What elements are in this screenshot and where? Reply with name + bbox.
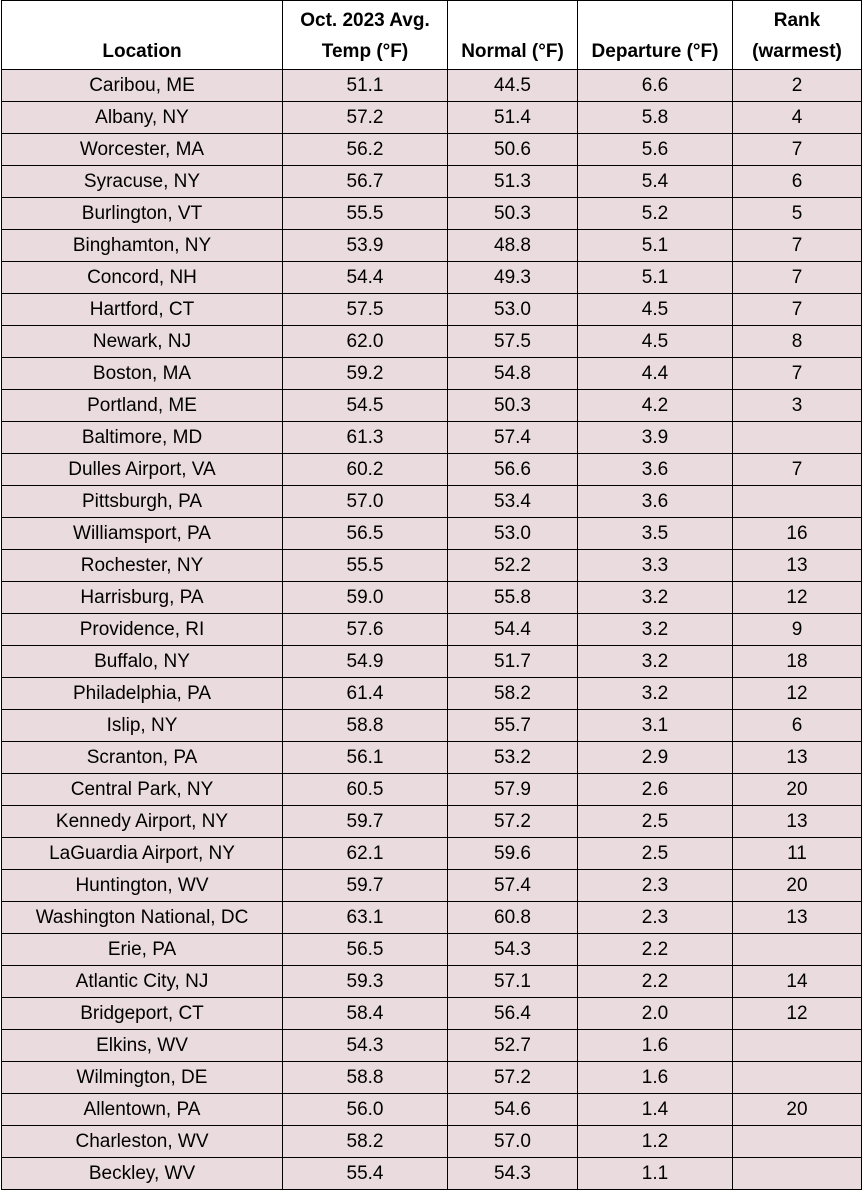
avg-temp-cell: 62.0 bbox=[283, 326, 448, 358]
table-row bbox=[2, 134, 862, 166]
departure-cell: 5.2 bbox=[578, 198, 733, 230]
rank-cell: 2 bbox=[733, 70, 862, 102]
departure-cell: 2.0 bbox=[578, 998, 733, 1030]
table-row bbox=[2, 518, 862, 550]
table-row bbox=[2, 1062, 862, 1094]
location-cell: Harrisburg, PA bbox=[2, 582, 283, 614]
departure-cell: 5.6 bbox=[578, 134, 733, 166]
rank-cell: 8 bbox=[733, 326, 862, 358]
avg-temp-cell: 60.5 bbox=[283, 774, 448, 806]
avg-temp-cell: 59.7 bbox=[283, 870, 448, 902]
rank-cell: 9 bbox=[733, 614, 862, 646]
rank-cell: 20 bbox=[733, 774, 862, 806]
departure-cell: 2.3 bbox=[578, 870, 733, 902]
table-row bbox=[2, 966, 862, 998]
avg-temp-cell: 61.3 bbox=[283, 422, 448, 454]
avg-temp-cell: 62.1 bbox=[283, 838, 448, 870]
location-cell: Baltimore, MD bbox=[2, 422, 283, 454]
rank-cell: 7 bbox=[733, 358, 862, 390]
location-cell: Caribou, ME bbox=[2, 70, 283, 102]
normal-cell: 54.6 bbox=[448, 1094, 578, 1126]
avg-temp-cell: 61.4 bbox=[283, 678, 448, 710]
rank-cell: 7 bbox=[733, 134, 862, 166]
normal-cell: 57.2 bbox=[448, 806, 578, 838]
avg-temp-cell: 56.1 bbox=[283, 742, 448, 774]
location-cell: Atlantic City, NJ bbox=[2, 966, 283, 998]
avg-temp-cell: 56.7 bbox=[283, 166, 448, 198]
avg-temp-cell: 59.7 bbox=[283, 806, 448, 838]
avg-temp-cell: 53.9 bbox=[283, 230, 448, 262]
avg-temp-cell: 57.2 bbox=[283, 102, 448, 134]
location-cell: LaGuardia Airport, NY bbox=[2, 838, 283, 870]
normal-cell: 53.0 bbox=[448, 294, 578, 326]
avg-temp-cell: 56.5 bbox=[283, 518, 448, 550]
header-rank-line2: (warmest) bbox=[752, 41, 842, 62]
table-row bbox=[2, 262, 862, 294]
rank-cell: 13 bbox=[733, 742, 862, 774]
avg-temp-cell: 63.1 bbox=[283, 902, 448, 934]
table-row bbox=[2, 1094, 862, 1126]
normal-cell: 57.4 bbox=[448, 870, 578, 902]
table-row bbox=[2, 102, 862, 134]
location-cell: Williamsport, PA bbox=[2, 518, 283, 550]
departure-cell: 5.8 bbox=[578, 102, 733, 134]
departure-cell: 1.1 bbox=[578, 1158, 733, 1190]
location-cell: Erie, PA bbox=[2, 934, 283, 966]
departure-cell: 3.9 bbox=[578, 422, 733, 454]
location-cell: Concord, NH bbox=[2, 262, 283, 294]
location-cell: Philadelphia, PA bbox=[2, 678, 283, 710]
normal-cell: 48.8 bbox=[448, 230, 578, 262]
departure-cell: 3.2 bbox=[578, 646, 733, 678]
departure-cell: 5.1 bbox=[578, 230, 733, 262]
table-row bbox=[2, 582, 862, 614]
location-cell: Syracuse, NY bbox=[2, 166, 283, 198]
location-cell: Portland, ME bbox=[2, 390, 283, 422]
table-row bbox=[2, 870, 862, 902]
rank-cell: 6 bbox=[733, 710, 862, 742]
normal-cell: 52.2 bbox=[448, 550, 578, 582]
rank-cell: 20 bbox=[733, 870, 862, 902]
avg-temp-cell: 56.5 bbox=[283, 934, 448, 966]
table-row bbox=[2, 294, 862, 326]
departure-cell: 2.5 bbox=[578, 806, 733, 838]
rank-cell: 7 bbox=[733, 230, 862, 262]
location-cell: Scranton, PA bbox=[2, 742, 283, 774]
rank-cell: 11 bbox=[733, 838, 862, 870]
rank-cell: 4 bbox=[733, 102, 862, 134]
avg-temp-cell: 54.4 bbox=[283, 262, 448, 294]
avg-temp-cell: 57.5 bbox=[283, 294, 448, 326]
normal-cell: 51.3 bbox=[448, 166, 578, 198]
location-cell: Kennedy Airport, NY bbox=[2, 806, 283, 838]
table-row bbox=[2, 998, 862, 1030]
table-row bbox=[2, 934, 862, 966]
departure-cell: 2.9 bbox=[578, 742, 733, 774]
table-row bbox=[2, 326, 862, 358]
departure-cell: 3.1 bbox=[578, 710, 733, 742]
normal-cell: 54.4 bbox=[448, 614, 578, 646]
table-row bbox=[2, 390, 862, 422]
normal-cell: 53.4 bbox=[448, 486, 578, 518]
header-rank-line1: Rank bbox=[773, 10, 821, 31]
header-avg-temp-line1: Oct. 2023 Avg. bbox=[300, 10, 430, 31]
table-header bbox=[2, 1, 862, 70]
normal-cell: 50.3 bbox=[448, 198, 578, 230]
rank-cell bbox=[733, 934, 862, 966]
avg-temp-cell: 58.4 bbox=[283, 998, 448, 1030]
rank-cell bbox=[733, 422, 862, 454]
header-departure bbox=[578, 1, 733, 70]
header-departure-line2: Departure (°F) bbox=[591, 41, 719, 62]
location-cell: Huntington, WV bbox=[2, 870, 283, 902]
avg-temp-cell: 60.2 bbox=[283, 454, 448, 486]
table-row bbox=[2, 422, 862, 454]
departure-cell: 3.5 bbox=[578, 518, 733, 550]
location-cell: Wilmington, DE bbox=[2, 1062, 283, 1094]
location-cell: Dulles Airport, VA bbox=[2, 454, 283, 486]
departure-cell: 2.2 bbox=[578, 966, 733, 998]
departure-cell: 3.6 bbox=[578, 454, 733, 486]
avg-temp-cell: 55.5 bbox=[283, 198, 448, 230]
table-row bbox=[2, 358, 862, 390]
table-row bbox=[2, 70, 862, 102]
header-location-line2: Location bbox=[102, 41, 182, 62]
table-row bbox=[2, 454, 862, 486]
normal-cell: 50.3 bbox=[448, 390, 578, 422]
departure-cell: 2.5 bbox=[578, 838, 733, 870]
header-location bbox=[2, 1, 283, 70]
table-row bbox=[2, 486, 862, 518]
departure-cell: 4.2 bbox=[578, 390, 733, 422]
table-row bbox=[2, 1158, 862, 1190]
rank-cell: 5 bbox=[733, 198, 862, 230]
location-cell: Pittsburgh, PA bbox=[2, 486, 283, 518]
departure-cell: 1.6 bbox=[578, 1030, 733, 1062]
table-row bbox=[2, 166, 862, 198]
rank-cell bbox=[733, 1030, 862, 1062]
location-cell: Rochester, NY bbox=[2, 550, 283, 582]
table-row bbox=[2, 678, 862, 710]
normal-cell: 57.0 bbox=[448, 1126, 578, 1158]
normal-cell: 52.7 bbox=[448, 1030, 578, 1062]
header-avg-temp-line2: Temp (°F) bbox=[321, 41, 409, 62]
rank-cell bbox=[733, 1126, 862, 1158]
location-cell: Albany, NY bbox=[2, 102, 283, 134]
normal-cell: 57.2 bbox=[448, 1062, 578, 1094]
normal-cell: 50.6 bbox=[448, 134, 578, 166]
avg-temp-cell: 54.3 bbox=[283, 1030, 448, 1062]
normal-cell: 57.4 bbox=[448, 422, 578, 454]
avg-temp-cell: 58.8 bbox=[283, 1062, 448, 1094]
table-row bbox=[2, 198, 862, 230]
rank-cell: 14 bbox=[733, 966, 862, 998]
avg-temp-cell: 55.4 bbox=[283, 1158, 448, 1190]
rank-cell: 13 bbox=[733, 902, 862, 934]
location-cell: Bridgeport, CT bbox=[2, 998, 283, 1030]
rank-cell: 20 bbox=[733, 1094, 862, 1126]
table-body bbox=[2, 70, 862, 1190]
location-cell: Binghamton, NY bbox=[2, 230, 283, 262]
table-row bbox=[2, 230, 862, 262]
header-normal bbox=[448, 1, 578, 70]
location-cell: Allentown, PA bbox=[2, 1094, 283, 1126]
location-cell: Buffalo, NY bbox=[2, 646, 283, 678]
normal-cell: 53.0 bbox=[448, 518, 578, 550]
rank-cell: 13 bbox=[733, 550, 862, 582]
normal-cell: 54.3 bbox=[448, 1158, 578, 1190]
departure-cell: 4.4 bbox=[578, 358, 733, 390]
departure-cell: 5.1 bbox=[578, 262, 733, 294]
table-row bbox=[2, 1030, 862, 1062]
avg-temp-cell: 57.0 bbox=[283, 486, 448, 518]
rank-cell: 7 bbox=[733, 294, 862, 326]
table-row bbox=[2, 774, 862, 806]
avg-temp-cell: 59.0 bbox=[283, 582, 448, 614]
avg-temp-cell: 56.0 bbox=[283, 1094, 448, 1126]
rank-cell: 13 bbox=[733, 806, 862, 838]
normal-cell: 57.5 bbox=[448, 326, 578, 358]
table-row bbox=[2, 806, 862, 838]
normal-cell: 57.9 bbox=[448, 774, 578, 806]
avg-temp-cell: 59.3 bbox=[283, 966, 448, 998]
departure-cell: 5.4 bbox=[578, 166, 733, 198]
location-cell: Worcester, MA bbox=[2, 134, 283, 166]
departure-cell: 1.4 bbox=[578, 1094, 733, 1126]
normal-cell: 51.4 bbox=[448, 102, 578, 134]
departure-cell: 3.6 bbox=[578, 486, 733, 518]
table-row bbox=[2, 838, 862, 870]
rank-cell: 16 bbox=[733, 518, 862, 550]
normal-cell: 53.2 bbox=[448, 742, 578, 774]
rank-cell: 12 bbox=[733, 998, 862, 1030]
normal-cell: 57.1 bbox=[448, 966, 578, 998]
location-cell: Newark, NJ bbox=[2, 326, 283, 358]
rank-cell: 3 bbox=[733, 390, 862, 422]
normal-cell: 56.6 bbox=[448, 454, 578, 486]
avg-temp-cell: 54.9 bbox=[283, 646, 448, 678]
table-row bbox=[2, 1126, 862, 1158]
location-cell: Charleston, WV bbox=[2, 1126, 283, 1158]
table-row bbox=[2, 646, 862, 678]
avg-temp-cell: 51.1 bbox=[283, 70, 448, 102]
departure-cell: 4.5 bbox=[578, 294, 733, 326]
table-row bbox=[2, 742, 862, 774]
departure-cell: 3.2 bbox=[578, 614, 733, 646]
normal-cell: 54.3 bbox=[448, 934, 578, 966]
departure-cell: 3.2 bbox=[578, 678, 733, 710]
departure-cell: 3.2 bbox=[578, 582, 733, 614]
normal-cell: 60.8 bbox=[448, 902, 578, 934]
location-cell: Hartford, CT bbox=[2, 294, 283, 326]
location-cell: Central Park, NY bbox=[2, 774, 283, 806]
departure-cell: 2.2 bbox=[578, 934, 733, 966]
departure-cell: 2.3 bbox=[578, 902, 733, 934]
rank-cell: 7 bbox=[733, 262, 862, 294]
avg-temp-cell: 55.5 bbox=[283, 550, 448, 582]
normal-cell: 49.3 bbox=[448, 262, 578, 294]
rank-cell: 6 bbox=[733, 166, 862, 198]
rank-cell: 12 bbox=[733, 582, 862, 614]
departure-cell: 1.6 bbox=[578, 1062, 733, 1094]
temperature-table bbox=[1, 0, 862, 1190]
avg-temp-cell: 58.2 bbox=[283, 1126, 448, 1158]
avg-temp-cell: 58.8 bbox=[283, 710, 448, 742]
avg-temp-cell: 57.6 bbox=[283, 614, 448, 646]
location-cell: Elkins, WV bbox=[2, 1030, 283, 1062]
avg-temp-cell: 54.5 bbox=[283, 390, 448, 422]
normal-cell: 55.7 bbox=[448, 710, 578, 742]
rank-cell: 12 bbox=[733, 678, 862, 710]
avg-temp-cell: 56.2 bbox=[283, 134, 448, 166]
normal-cell: 44.5 bbox=[448, 70, 578, 102]
location-cell: Boston, MA bbox=[2, 358, 283, 390]
header-rank bbox=[733, 1, 862, 70]
avg-temp-cell: 59.2 bbox=[283, 358, 448, 390]
rank-cell: 7 bbox=[733, 454, 862, 486]
departure-cell: 3.3 bbox=[578, 550, 733, 582]
table-row bbox=[2, 902, 862, 934]
normal-cell: 54.8 bbox=[448, 358, 578, 390]
rank-cell: 18 bbox=[733, 646, 862, 678]
table-row bbox=[2, 614, 862, 646]
header-row bbox=[2, 1, 862, 70]
table-row bbox=[2, 550, 862, 582]
normal-cell: 58.2 bbox=[448, 678, 578, 710]
location-cell: Burlington, VT bbox=[2, 198, 283, 230]
rank-cell bbox=[733, 1062, 862, 1094]
table-row bbox=[2, 710, 862, 742]
normal-cell: 56.4 bbox=[448, 998, 578, 1030]
normal-cell: 55.8 bbox=[448, 582, 578, 614]
header-normal-line2: Normal (°F) bbox=[461, 41, 564, 62]
location-cell: Providence, RI bbox=[2, 614, 283, 646]
location-cell: Islip, NY bbox=[2, 710, 283, 742]
location-cell: Beckley, WV bbox=[2, 1158, 283, 1190]
departure-cell: 4.5 bbox=[578, 326, 733, 358]
normal-cell: 51.7 bbox=[448, 646, 578, 678]
location-cell: Washington National, DC bbox=[2, 902, 283, 934]
departure-cell: 2.6 bbox=[578, 774, 733, 806]
departure-cell: 1.2 bbox=[578, 1126, 733, 1158]
rank-cell bbox=[733, 486, 862, 518]
normal-cell: 59.6 bbox=[448, 838, 578, 870]
departure-cell: 6.6 bbox=[578, 70, 733, 102]
rank-cell bbox=[733, 1158, 862, 1190]
header-avg-temp bbox=[283, 1, 448, 70]
